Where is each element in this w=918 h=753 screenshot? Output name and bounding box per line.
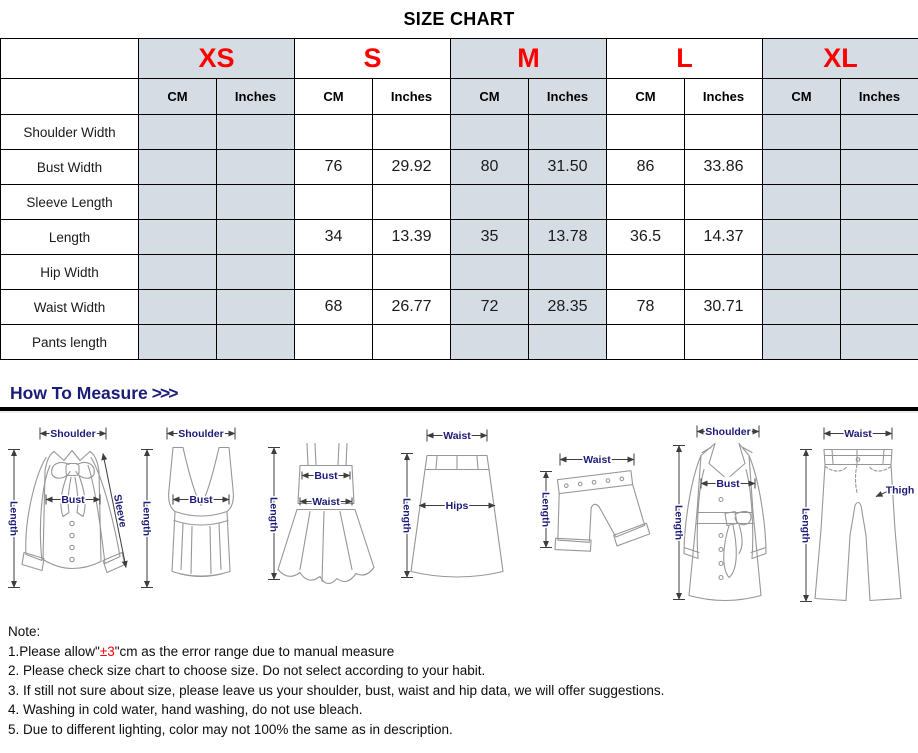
- value-cell: 26.77: [373, 290, 451, 325]
- row-label: Waist Width: [1, 290, 139, 325]
- unit-header-m-inches: Inches: [529, 79, 607, 115]
- label-waist: Waist: [312, 496, 340, 508]
- value-cell: 80: [451, 150, 529, 185]
- value-cell: [529, 255, 607, 290]
- unit-header-m-cm: CM: [451, 79, 529, 115]
- value-cell: [451, 185, 529, 220]
- label-length: Length: [400, 498, 413, 533]
- value-cell: [607, 255, 685, 290]
- label-waist: Waist: [583, 454, 611, 466]
- value-cell: 29.92: [373, 150, 451, 185]
- value-cell: [295, 255, 373, 290]
- table-row: [1, 185, 918, 220]
- value-cell: [451, 255, 529, 290]
- value-cell: 35: [451, 220, 529, 255]
- value-cell: [763, 220, 841, 255]
- note-1-suffix: "cm as the error range due to manual measure: [114, 643, 395, 659]
- value-cell: 86: [607, 150, 685, 185]
- label-shoulder: Shoulder: [705, 426, 751, 438]
- value-cell: [295, 325, 373, 360]
- divider-line: [0, 407, 918, 413]
- note-line-2: 2. Please check size chart to choose size. Do not select according to your habit.: [8, 663, 486, 678]
- value-cell: [217, 115, 295, 150]
- notes-heading: Note:: [8, 624, 41, 639]
- table-row: [1, 255, 918, 290]
- figure-skirt: [393, 418, 524, 613]
- value-cell: 68: [295, 290, 373, 325]
- value-cell: [139, 325, 217, 360]
- value-cell: [217, 325, 295, 360]
- how-to-measure-heading: [10, 383, 176, 403]
- value-cell: [685, 255, 763, 290]
- how-to-measure-text: How To Measure: [10, 383, 148, 403]
- value-cell: [373, 255, 451, 290]
- value-cell: [841, 220, 918, 255]
- figure-coat: [655, 418, 786, 613]
- value-cell: 13.78: [529, 220, 607, 255]
- value-cell: [841, 150, 918, 185]
- value-cell: [607, 325, 685, 360]
- value-cell: 13.39: [373, 220, 451, 255]
- value-cell: [685, 115, 763, 150]
- corner-cell: [1, 79, 139, 115]
- size-chart-table: [0, 38, 918, 360]
- value-cell: [373, 185, 451, 220]
- figure-blouse: [0, 418, 131, 613]
- row-label: Hip Width: [1, 255, 139, 290]
- note-line-1: [8, 642, 918, 662]
- label-shoulder: Shoulder: [50, 428, 96, 440]
- value-cell: 78: [607, 290, 685, 325]
- unit-header-xs-cm: CM: [139, 79, 217, 115]
- value-cell: [373, 325, 451, 360]
- value-cell: [217, 290, 295, 325]
- label-sleeve: Sleeve: [110, 493, 130, 529]
- value-cell: 31.50: [529, 150, 607, 185]
- value-cell: 72: [451, 290, 529, 325]
- value-cell: [139, 150, 217, 185]
- value-cell: [841, 255, 918, 290]
- label-bust: Bust: [61, 494, 85, 506]
- value-cell: 14.37: [685, 220, 763, 255]
- table-row: [1, 115, 918, 150]
- value-cell: [373, 115, 451, 150]
- label-bust: Bust: [189, 494, 213, 506]
- value-cell: [529, 325, 607, 360]
- row-label: Bust Width: [1, 150, 139, 185]
- value-cell: [685, 185, 763, 220]
- table-row: [1, 220, 918, 255]
- value-cell: 36.5: [607, 220, 685, 255]
- unit-header-s-cm: CM: [295, 79, 373, 115]
- unit-header-l-inches: Inches: [685, 79, 763, 115]
- chevrons-icon: >>>: [151, 383, 177, 403]
- page-title: SIZE CHART: [403, 9, 515, 29]
- measurement-figures: [0, 418, 918, 613]
- size-header-l: L: [607, 39, 763, 79]
- value-cell: [451, 115, 529, 150]
- value-cell: [763, 325, 841, 360]
- value-cell: [607, 115, 685, 150]
- row-label: Sleeve Length: [1, 185, 139, 220]
- value-cell: [529, 115, 607, 150]
- note-line-3: 3. If still not sure about size, please leave us your shoulder, bust, waist and hip data, we will offer suggestions.: [8, 682, 665, 698]
- value-cell: [139, 255, 217, 290]
- size-header-xs: XS: [139, 39, 295, 79]
- value-cell: [763, 290, 841, 325]
- value-cell: [217, 150, 295, 185]
- label-bust: Bust: [716, 478, 740, 490]
- label-bust: Bust: [314, 470, 338, 482]
- unit-header-xs-inches: Inches: [217, 79, 295, 115]
- unit-header-s-inches: Inches: [373, 79, 451, 115]
- figure-dress: [262, 418, 393, 613]
- value-cell: [841, 290, 918, 325]
- value-cell: 76: [295, 150, 373, 185]
- size-header-xl: XL: [763, 39, 918, 79]
- label-hips: Hips: [445, 500, 469, 512]
- value-cell: [763, 255, 841, 290]
- table-row: [1, 325, 918, 360]
- value-cell: [607, 185, 685, 220]
- size-header-s: S: [295, 39, 451, 79]
- value-cell: [763, 150, 841, 185]
- value-cell: [841, 325, 918, 360]
- row-label: Length: [1, 220, 139, 255]
- note-line-5: 5. Due to different lighting, color may not 100% the same as in description.: [8, 721, 453, 737]
- note-line-4: 4. Washing in cold water, hand washing, do not use bleach.: [8, 702, 363, 717]
- value-cell: [529, 185, 607, 220]
- value-cell: [841, 185, 918, 220]
- error-range-value: ±3: [99, 643, 115, 659]
- label-length: Length: [539, 492, 552, 527]
- figure-shorts: [524, 418, 655, 613]
- unit-header-xl-inches: Inches: [841, 79, 918, 115]
- value-cell: 33.86: [685, 150, 763, 185]
- notes-section: [8, 622, 918, 739]
- value-cell: [139, 185, 217, 220]
- value-cell: [139, 220, 217, 255]
- label-length: Length: [267, 497, 280, 532]
- label-thigh: Thigh: [885, 484, 915, 497]
- label-waist: Waist: [844, 428, 872, 440]
- value-cell: [217, 185, 295, 220]
- unit-header-l-cm: CM: [607, 79, 685, 115]
- label-waist: Waist: [443, 430, 471, 442]
- value-cell: [685, 325, 763, 360]
- note-1-prefix: 1.Please allow": [8, 643, 100, 659]
- size-header-m: M: [451, 39, 607, 79]
- value-cell: [841, 115, 918, 150]
- value-cell: [139, 290, 217, 325]
- value-cell: [217, 220, 295, 255]
- value-cell: [139, 115, 217, 150]
- table-row: [1, 150, 918, 185]
- how-to-measure-row: [10, 383, 918, 404]
- value-cell: [217, 255, 295, 290]
- value-cell: 28.35: [529, 290, 607, 325]
- label-length: Length: [7, 501, 20, 536]
- value-cell: 34: [295, 220, 373, 255]
- value-cell: [295, 185, 373, 220]
- value-cell: [763, 185, 841, 220]
- unit-header-xl-cm: CM: [763, 79, 841, 115]
- value-cell: [763, 115, 841, 150]
- label-shoulder: Shoulder: [178, 428, 224, 440]
- label-length: Length: [799, 508, 812, 543]
- row-label: Shoulder Width: [1, 115, 139, 150]
- value-cell: [451, 325, 529, 360]
- label-length: Length: [672, 505, 685, 540]
- value-cell: 30.71: [685, 290, 763, 325]
- corner-cell: [1, 39, 139, 79]
- figure-pants: [786, 418, 917, 613]
- table-row: [1, 290, 918, 325]
- figure-tank-top: [131, 418, 262, 613]
- row-label: Pants length: [1, 325, 139, 360]
- value-cell: [295, 115, 373, 150]
- label-length: Length: [140, 501, 153, 536]
